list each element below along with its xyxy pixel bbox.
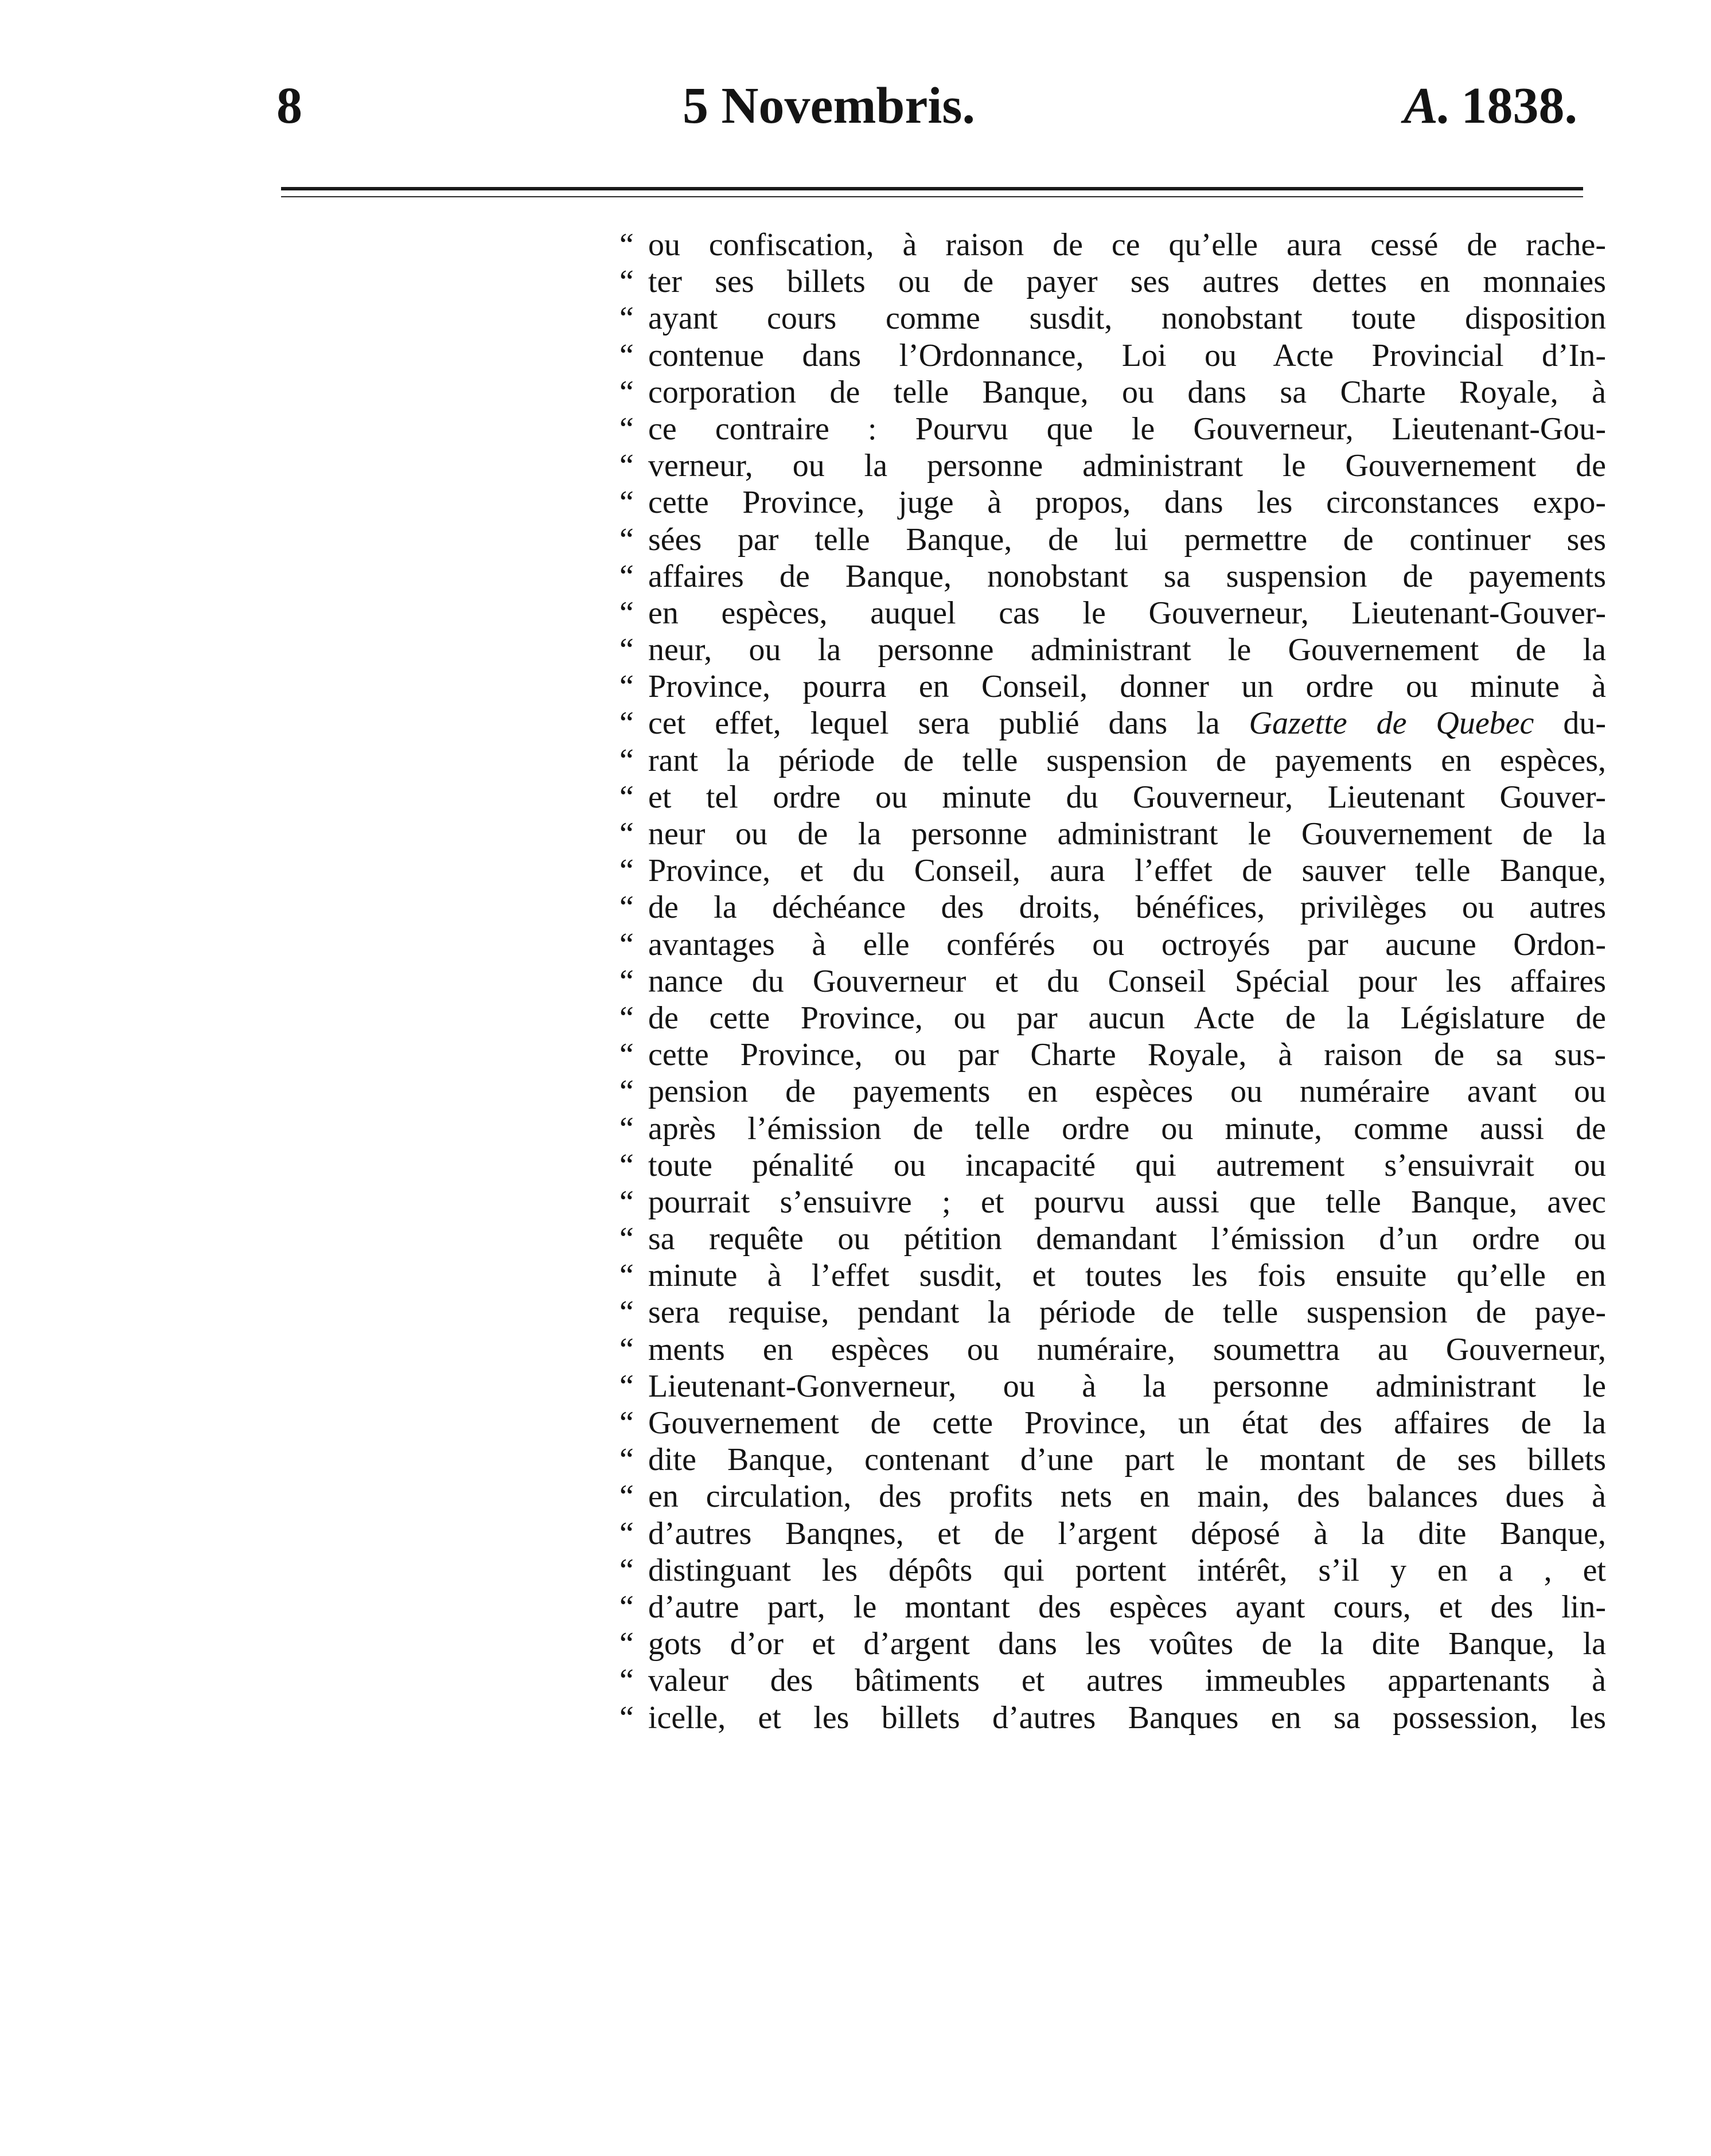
text-line [619, 742, 1606, 779]
text-line [619, 1073, 1606, 1110]
quote-mark: “ [619, 264, 634, 300]
quote-mark: “ [619, 1515, 634, 1551]
line-text: sa requête ou pétition demandant l’émission d’un ordre ou [648, 1221, 1606, 1257]
text-line [619, 1294, 1606, 1331]
text-line [619, 1331, 1606, 1368]
quote-mark: “ [619, 890, 634, 926]
quote-mark: “ [619, 853, 634, 889]
text-line [619, 779, 1606, 816]
line-text: Lieutenant-Gonverneur, ou à la personne administrant le [648, 1368, 1606, 1404]
line-text: ments en espèces ou numéraire, soumettra au Gouverneur, [648, 1331, 1606, 1367]
quote-mark: “ [619, 1442, 634, 1478]
line-text: avantages à elle conférés ou octroyés par aucune Ordon- [648, 926, 1606, 962]
header-rule-thick [281, 187, 1583, 190]
line-text: neur ou de la personne administrant le Gouvernement de la [648, 816, 1606, 852]
line-text: ter ses billets ou de payer ses autres dettes en monnaies [648, 264, 1606, 300]
line-text-italic: Gazette de Quebec [1249, 705, 1534, 742]
text-line [619, 816, 1606, 852]
text-line [619, 1699, 1606, 1736]
text-line [619, 1036, 1606, 1073]
text-line [619, 1368, 1606, 1405]
text-line [619, 1662, 1606, 1699]
quote-mark: “ [619, 1699, 634, 1736]
quote-mark: “ [619, 705, 634, 742]
quote-mark: “ [619, 926, 634, 962]
text-line [619, 1625, 1606, 1662]
line-text: valeur des bâtiments et autres immeubles appartenants à [648, 1663, 1606, 1699]
quote-mark: “ [619, 963, 634, 999]
line-text: dite Banque, contenant d’une part le montant de ses billets [648, 1442, 1606, 1478]
quote-mark: “ [619, 227, 634, 263]
quote-mark: “ [619, 742, 634, 778]
line-text: cette Province, juge à propos, dans les circonstances expo- [648, 485, 1606, 521]
quote-mark: “ [619, 1147, 634, 1183]
quote-mark: “ [619, 1258, 634, 1294]
text-line [619, 558, 1606, 595]
quote-mark: “ [619, 1663, 634, 1699]
page-header [270, 75, 1577, 138]
line-text: pourrait s’ensuivre ; et pourvu aussi que telle Banque, avec [648, 1184, 1606, 1220]
line-text: icelle, et les billets d’autres Banques en sa possession, les [648, 1699, 1606, 1736]
quote-mark: “ [619, 1479, 634, 1515]
text-line [619, 631, 1606, 668]
line-text: Province, et du Conseil, aura l’effet de sauver telle Banque, [648, 853, 1606, 889]
quote-mark: “ [619, 521, 634, 557]
line-text: Province, pourra en Conseil, donner un ordre ou minute à [648, 669, 1606, 705]
quote-mark: “ [619, 1626, 634, 1662]
line-text [648, 705, 1606, 742]
text-line [619, 963, 1606, 1000]
line-text: sées par telle Banque, de lui permettre de continuer ses [648, 521, 1606, 557]
text-line [619, 1478, 1606, 1515]
page-number: 8 [276, 77, 302, 134]
text-line [619, 705, 1606, 742]
quote-mark: “ [619, 1110, 634, 1147]
line-text: corporation de telle Banque, ou dans sa Charte Royale, à [648, 374, 1606, 410]
year-number: 1838. [1461, 77, 1577, 134]
text-line [619, 1221, 1606, 1257]
text-line [619, 300, 1606, 337]
line-text: de cette Province, ou par aucun Acte de la Législature de [648, 1000, 1606, 1036]
quote-mark: “ [619, 1331, 634, 1367]
quote-mark: “ [619, 485, 634, 521]
line-text: nance du Gouverneur et du Conseil Spécial pour les affaires [648, 963, 1606, 999]
quote-mark: “ [619, 448, 634, 484]
text-line [619, 1257, 1606, 1294]
header-date: 5 Novembris. [683, 77, 975, 134]
quote-mark: “ [619, 1405, 634, 1441]
line-text: de la déchéance des droits, bénéfices, privilèges ou autres [648, 890, 1606, 926]
text-line [619, 1441, 1606, 1478]
quote-mark: “ [619, 816, 634, 852]
line-text: pension de payements en espèces ou numéraire avant ou [648, 1074, 1606, 1110]
text-line [619, 1515, 1606, 1552]
line-text: Gouvernement de cette Province, un état des affaires de la [648, 1405, 1606, 1441]
line-text: d’autres Banqnes, et de l’argent déposé à la dite Banque, [648, 1515, 1606, 1551]
text-line [619, 1110, 1606, 1147]
text-line [619, 521, 1606, 558]
body-text [619, 227, 1606, 1736]
line-text: neur, ou la personne administrant le Gouvernement de la [648, 632, 1606, 668]
quote-mark: “ [619, 669, 634, 705]
header-year [1404, 75, 1577, 138]
text-line [619, 263, 1606, 300]
line-text: distinguant les dépôts qui portent intérêt, s’il y en a , et [648, 1552, 1606, 1588]
line-text: minute à l’effet susdit, et toutes les fois ensuite qu’elle en [648, 1258, 1606, 1294]
line-text: en circulation, des profits nets en main, des balances dues à [648, 1479, 1606, 1515]
quote-mark: “ [619, 301, 634, 337]
text-line [619, 337, 1606, 374]
line-text: d’autre part, le montant des espèces ayant cours, et des lin- [648, 1589, 1606, 1625]
line-text: ce contraire : Pourvu que le Gouverneur, Lieutenant-Gou- [648, 411, 1606, 447]
year-mark: A. [1403, 77, 1451, 134]
header-rule-thin [281, 196, 1583, 197]
quote-mark: “ [619, 1000, 634, 1036]
text-line [619, 411, 1606, 447]
text-line [619, 668, 1606, 705]
text-line [619, 1552, 1606, 1589]
line-text: et tel ordre ou minute du Gouverneur, Lieutenant Gouver- [648, 779, 1606, 815]
line-text: affaires de Banque, nonobstant sa suspension de payements [648, 558, 1606, 594]
text-line [619, 889, 1606, 926]
quote-mark: “ [619, 1368, 634, 1404]
quote-mark: “ [619, 337, 634, 373]
text-line [619, 1184, 1606, 1221]
text-line [619, 595, 1606, 631]
line-text: après l’émission de telle ordre ou minute, comme aussi de [648, 1110, 1606, 1147]
text-line [619, 852, 1606, 889]
line-text: ou confiscation, à raison de ce qu’elle aura cessé de rache- [648, 227, 1606, 263]
line-text: cette Province, ou par Charte Royale, à raison de sa sus- [648, 1037, 1606, 1073]
quote-mark: “ [619, 1074, 634, 1110]
quote-mark: “ [619, 558, 634, 594]
text-line [619, 1000, 1606, 1036]
text-line [619, 447, 1606, 484]
quote-mark: “ [619, 374, 634, 410]
line-text: toute pénalité ou incapacité qui autrement s’ensuivrait ou [648, 1147, 1606, 1183]
line-text: verneur, ou la personne administrant le Gouvernement de [648, 448, 1606, 484]
quote-mark: “ [619, 595, 634, 631]
line-text: gots d’or et d’argent dans les voûtes de la dite Banque, la [648, 1626, 1606, 1662]
quote-mark: “ [619, 1552, 634, 1588]
quote-mark: “ [619, 1221, 634, 1257]
quote-mark: “ [619, 779, 634, 815]
quote-mark: “ [619, 1184, 634, 1220]
line-text-after: du- [1534, 705, 1606, 742]
quote-mark: “ [619, 1295, 634, 1331]
text-line [619, 374, 1606, 411]
quote-mark: “ [619, 411, 634, 447]
text-line [619, 1589, 1606, 1625]
text-line [619, 1147, 1606, 1184]
quote-mark: “ [619, 1589, 634, 1625]
text-line [619, 926, 1606, 963]
text-line [619, 1405, 1606, 1441]
quote-mark: “ [619, 632, 634, 668]
line-text: sera requise, pendant la période de telle suspension de paye- [648, 1295, 1606, 1331]
line-text-before: cet effet, lequel sera publié dans la [648, 705, 1249, 742]
text-line [619, 484, 1606, 521]
line-text: ayant cours comme susdit, nonobstant toute disposition [648, 301, 1606, 337]
line-text: contenue dans l’Ordonnance, Loi ou Acte Provincial d’In- [648, 337, 1606, 373]
line-text: en espèces, auquel cas le Gouverneur, Lieutenant-Gouver- [648, 595, 1606, 631]
text-line [619, 227, 1606, 263]
quote-mark: “ [619, 1037, 634, 1073]
line-text: rant la période de telle suspension de payements en espèces, [648, 742, 1606, 778]
